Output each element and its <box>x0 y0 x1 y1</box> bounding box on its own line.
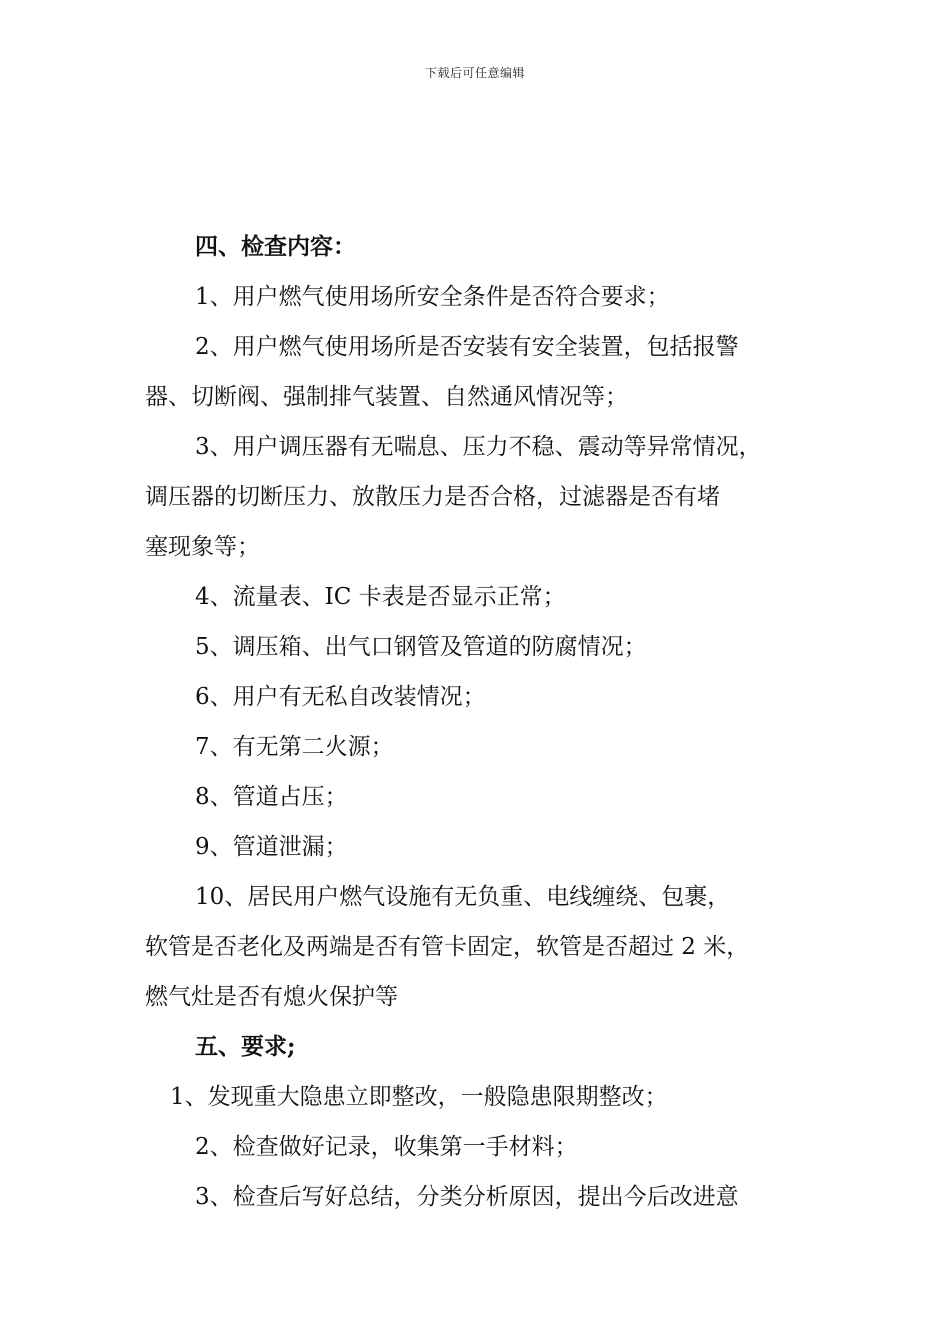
paragraph-line: 5、调压箱、出气口钢管及管道的防腐情况； <box>195 634 647 660</box>
paragraph-line: 9、管道泄漏； <box>195 834 348 860</box>
paragraph-line: 器、切断阀、强制排气装置、自然通风情况等； <box>145 384 628 410</box>
paragraph-line: 2、检查做好记录，收集第一手材料； <box>195 1134 578 1160</box>
paragraph-line: 8、管道占压； <box>195 784 348 810</box>
paragraph-line: 7、有无第二火源； <box>195 734 394 760</box>
paragraph-line: 1、发现重大隐患立即整改，一般隐患限期整改； <box>170 1084 668 1110</box>
paragraph-line: 调压器的切断压力、放散压力是否合格，过滤器是否有堵 <box>145 484 720 510</box>
paragraph-line: 燃气灶是否有熄火保护等 <box>145 984 398 1010</box>
paragraph-line: 塞现象等； <box>145 534 260 560</box>
document-body <box>145 222 825 1222</box>
paragraph-line: 3、用户调压器有无喘息、压力不稳、震动等异常情况， <box>195 434 762 460</box>
paragraph-line: 10、居民用户燃气设施有无负重、电线缠绕、包裹， <box>195 884 731 910</box>
page-header: 下载后可任意编辑 <box>424 66 525 80</box>
paragraph-line: 6、用户有无私自改装情况； <box>195 684 486 710</box>
paragraph-line: 软管是否老化及两端是否有管卡固定，软管是否超过 2 米， <box>145 934 750 960</box>
paragraph-line: 2、用户燃气使用场所是否安装有安全装置，包括报警 <box>195 334 739 360</box>
paragraph-line: 1、用户燃气使用场所安全条件是否符合要求； <box>195 284 670 310</box>
paragraph-line: 4、流量表、IC 卡表是否显示正常； <box>195 584 566 610</box>
section-heading-inspection-content: 四、检查内容： <box>195 233 356 260</box>
paragraph-line: 3、检查后写好总结，分类分析原因，提出今后改进意 <box>195 1184 739 1210</box>
section-heading-requirements: 五、要求; <box>195 1033 296 1060</box>
